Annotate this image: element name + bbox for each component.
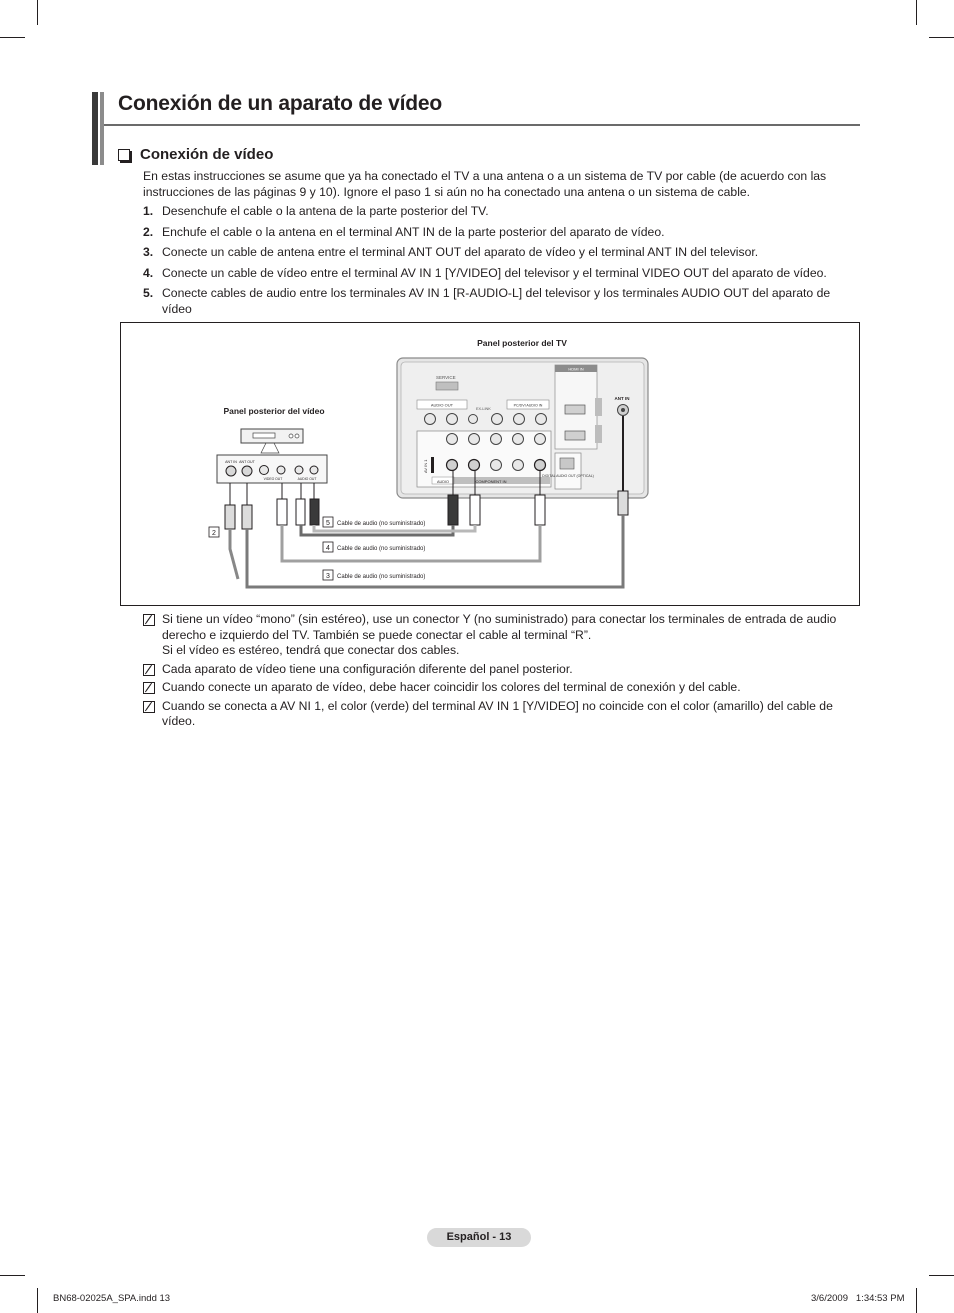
step-text: Conecte un cable de antena entre el terminal ANT OUT del aparato de vídeo y el terminal ANT IN del televisor. xyxy=(162,245,759,259)
step-item xyxy=(143,266,853,282)
vcr-audio-out-r-jack xyxy=(295,466,303,474)
step-text: Desenchufe el cable o la antena de la parte posterior del TV. xyxy=(162,204,489,218)
vcr-panel-label: Panel posterior del vídeo xyxy=(223,406,325,416)
digital-audio-label: DIGITAL AUDIO OUT (OPTICAL) xyxy=(542,474,594,478)
hdmi-tab-2 xyxy=(595,425,602,443)
av-pr-jack xyxy=(491,460,502,471)
notes-list xyxy=(143,612,853,733)
checkbox-bullet-icon xyxy=(118,149,130,161)
note-icon xyxy=(143,614,155,626)
note-item xyxy=(143,612,853,659)
av-pb-jack xyxy=(513,460,524,471)
callout-4-label: Cable de audio (no suministrado) xyxy=(337,546,426,552)
crop-mark xyxy=(916,1288,917,1313)
video-cable-plug xyxy=(277,499,287,525)
callout-2-num: 2 xyxy=(212,530,216,537)
tv-audio-l-plug xyxy=(448,495,458,525)
vcr-ant-in-label: ANT IN xyxy=(225,460,237,464)
av-in-r-jack xyxy=(447,460,458,471)
vcr-audio-out-l-jack xyxy=(310,466,318,474)
audio-out-label: AUDIO OUT xyxy=(430,402,454,408)
hdmi-port-2 xyxy=(565,431,585,440)
intro-paragraph: En estas instrucciones se asume que ya ha conectado el TV a una antena o a un sistema de TV por cable (de acuerdo con las instrucciones de las páginas 9 y 10). Ignore el paso 1 si aún no ha conectado una antena o un sistema de cable. xyxy=(143,169,827,199)
pc-audio-3-jack xyxy=(536,414,547,425)
crop-mark xyxy=(0,1275,25,1276)
footer-timestamp: 3/6/2009 1:34:53 PM xyxy=(811,1293,905,1304)
vcr-arrow xyxy=(261,443,279,453)
step-item xyxy=(143,245,853,261)
hdmi-tab-1 xyxy=(595,398,602,416)
ex-link-jack xyxy=(469,415,478,424)
pc-audio-l-jack xyxy=(514,414,525,425)
optical-port xyxy=(560,458,574,469)
callout-4-num: 4 xyxy=(326,545,330,552)
crop-mark xyxy=(37,1288,38,1313)
callout-5-label: Cable de audio (no suministrado) xyxy=(337,521,426,527)
step-item xyxy=(143,204,853,220)
note-text: Si tiene un vídeo “mono” (sin estéreo), use un conector Y (no suministrado) para conectar los terminales de entrada de audio derecho e izquierdo del TV. También se puede conectar el cable al terminal “R”. Si el vídeo es estéreo, tendrá que conectar dos cables. xyxy=(162,612,837,657)
section-heading xyxy=(118,146,273,163)
tv-ant-in-label: ANT IN xyxy=(614,396,630,401)
service-port xyxy=(436,382,458,390)
footer-file-info: BN68-02025A_SPA.indd 13 xyxy=(53,1293,171,1304)
note-text: Cuando se conecta a AV NI 1, el color (verde) del terminal AV IN 1 [Y/VIDEO] no coincide con el color (amarillo) del cable de vídeo. xyxy=(162,698,833,728)
note-text: Cada aparato de vídeo tiene una configuración diferente del panel posterior. xyxy=(162,661,573,676)
tv-panel-label: Panel posterior del TV xyxy=(477,338,567,348)
pc-audio-r-jack xyxy=(492,414,503,425)
comp-pr-jack xyxy=(491,434,502,445)
comp-pb-jack xyxy=(513,434,524,445)
av-in-side-bar xyxy=(431,457,434,473)
callout-5-num: 5 xyxy=(326,520,330,527)
step-item xyxy=(143,286,853,317)
comp-r-jack xyxy=(447,434,458,445)
crop-mark xyxy=(929,37,954,38)
note-icon xyxy=(143,664,155,676)
step-number: 5. xyxy=(143,286,154,300)
audio-label: AUDIO xyxy=(436,480,450,484)
av-in-l-jack xyxy=(469,460,480,471)
step-item xyxy=(143,225,853,241)
note-icon xyxy=(143,682,155,694)
connection-diagram xyxy=(120,322,860,606)
tv-video-plug xyxy=(535,495,545,525)
audio-out-r-jack xyxy=(425,414,436,425)
comp-y-jack xyxy=(535,434,546,445)
hdmi-port-1 xyxy=(565,405,585,414)
vcr-ant-in-jack xyxy=(226,466,236,476)
note-item xyxy=(143,680,853,696)
av-in-label: AV IN 1 xyxy=(423,459,428,473)
title-accent-bar-light xyxy=(100,92,104,165)
page-number-badge: Español - 13 xyxy=(427,1228,531,1247)
page-title: Conexión de un aparato de vídeo xyxy=(118,92,443,115)
antenna-cable xyxy=(247,515,623,587)
tv-ant-in-plug xyxy=(618,491,628,515)
audio-r-plug xyxy=(296,499,305,525)
note-icon xyxy=(143,701,155,713)
component-label: COMPONENT IN xyxy=(475,479,507,484)
comp-l-jack xyxy=(469,434,480,445)
step-text: Conecte cables de audio entre los terminales AV IN 1 [R-AUDIO-L] del televisor y los terminales AUDIO OUT del aparato de vídeo xyxy=(162,286,831,316)
vcr-ant-out-label: ANT OUT xyxy=(239,460,255,464)
step-number: 4. xyxy=(143,265,154,280)
step-number: 2. xyxy=(143,224,154,239)
title-accent-bar xyxy=(92,92,98,165)
vcr-audio-out-label: AUDIO OUT xyxy=(297,477,317,481)
tv-service-label: SERVICE xyxy=(436,375,456,380)
callout-3-label: Cable de audio (no suministrado) xyxy=(337,574,426,580)
vcr-video-out-jack xyxy=(277,466,285,474)
title-rule xyxy=(104,124,860,126)
vcr-ant-out-jack xyxy=(242,466,252,476)
steps-list xyxy=(143,204,853,322)
step-text: Enchufe el cable o la antena en el terminal ANT IN de la parte posterior del aparato de vídeo. xyxy=(162,224,665,239)
crop-mark xyxy=(929,1275,954,1276)
section-heading-text: Conexión de vídeo xyxy=(140,146,274,163)
step-number: 1. xyxy=(143,204,154,218)
vcr-cassette-slot xyxy=(253,433,275,438)
pc-dvi-label: PC/DVI AUDIO IN xyxy=(513,403,543,408)
crop-mark xyxy=(0,37,25,38)
antenna-input-cable xyxy=(230,529,238,579)
crop-mark xyxy=(916,0,917,25)
ex-link-label: EX-LINK xyxy=(476,407,491,411)
vcr-plugs xyxy=(225,499,319,529)
audio-l-plug xyxy=(310,499,319,525)
step-text: Conecte un cable de vídeo entre el terminal AV IN 1 [Y/VIDEO] del televisor y el terminal VIDEO OUT del aparato de vídeo. xyxy=(162,265,827,280)
audio-out-l-jack xyxy=(447,414,458,425)
step-number: 3. xyxy=(143,245,154,259)
callout-3-num: 3 xyxy=(326,573,330,580)
note-text: Cuando conecte un aparato de vídeo, debe hacer coincidir los colores del terminal de conexión y del cable. xyxy=(162,680,741,694)
note-item xyxy=(143,662,853,678)
tv-audio-r-plug xyxy=(470,495,480,525)
vcr-video-out-label: VIDEO OUT xyxy=(263,477,283,481)
av-in-video-jack xyxy=(535,460,546,471)
vcr-s-video-jack xyxy=(260,466,269,475)
connection-diagram-svg xyxy=(121,323,859,605)
vcr-ant-out-plug xyxy=(242,505,252,529)
crop-mark xyxy=(37,0,38,25)
vcr-ant-in-plug xyxy=(225,505,235,529)
note-item xyxy=(143,699,853,730)
hdmi-label: HDMI IN xyxy=(568,366,584,372)
